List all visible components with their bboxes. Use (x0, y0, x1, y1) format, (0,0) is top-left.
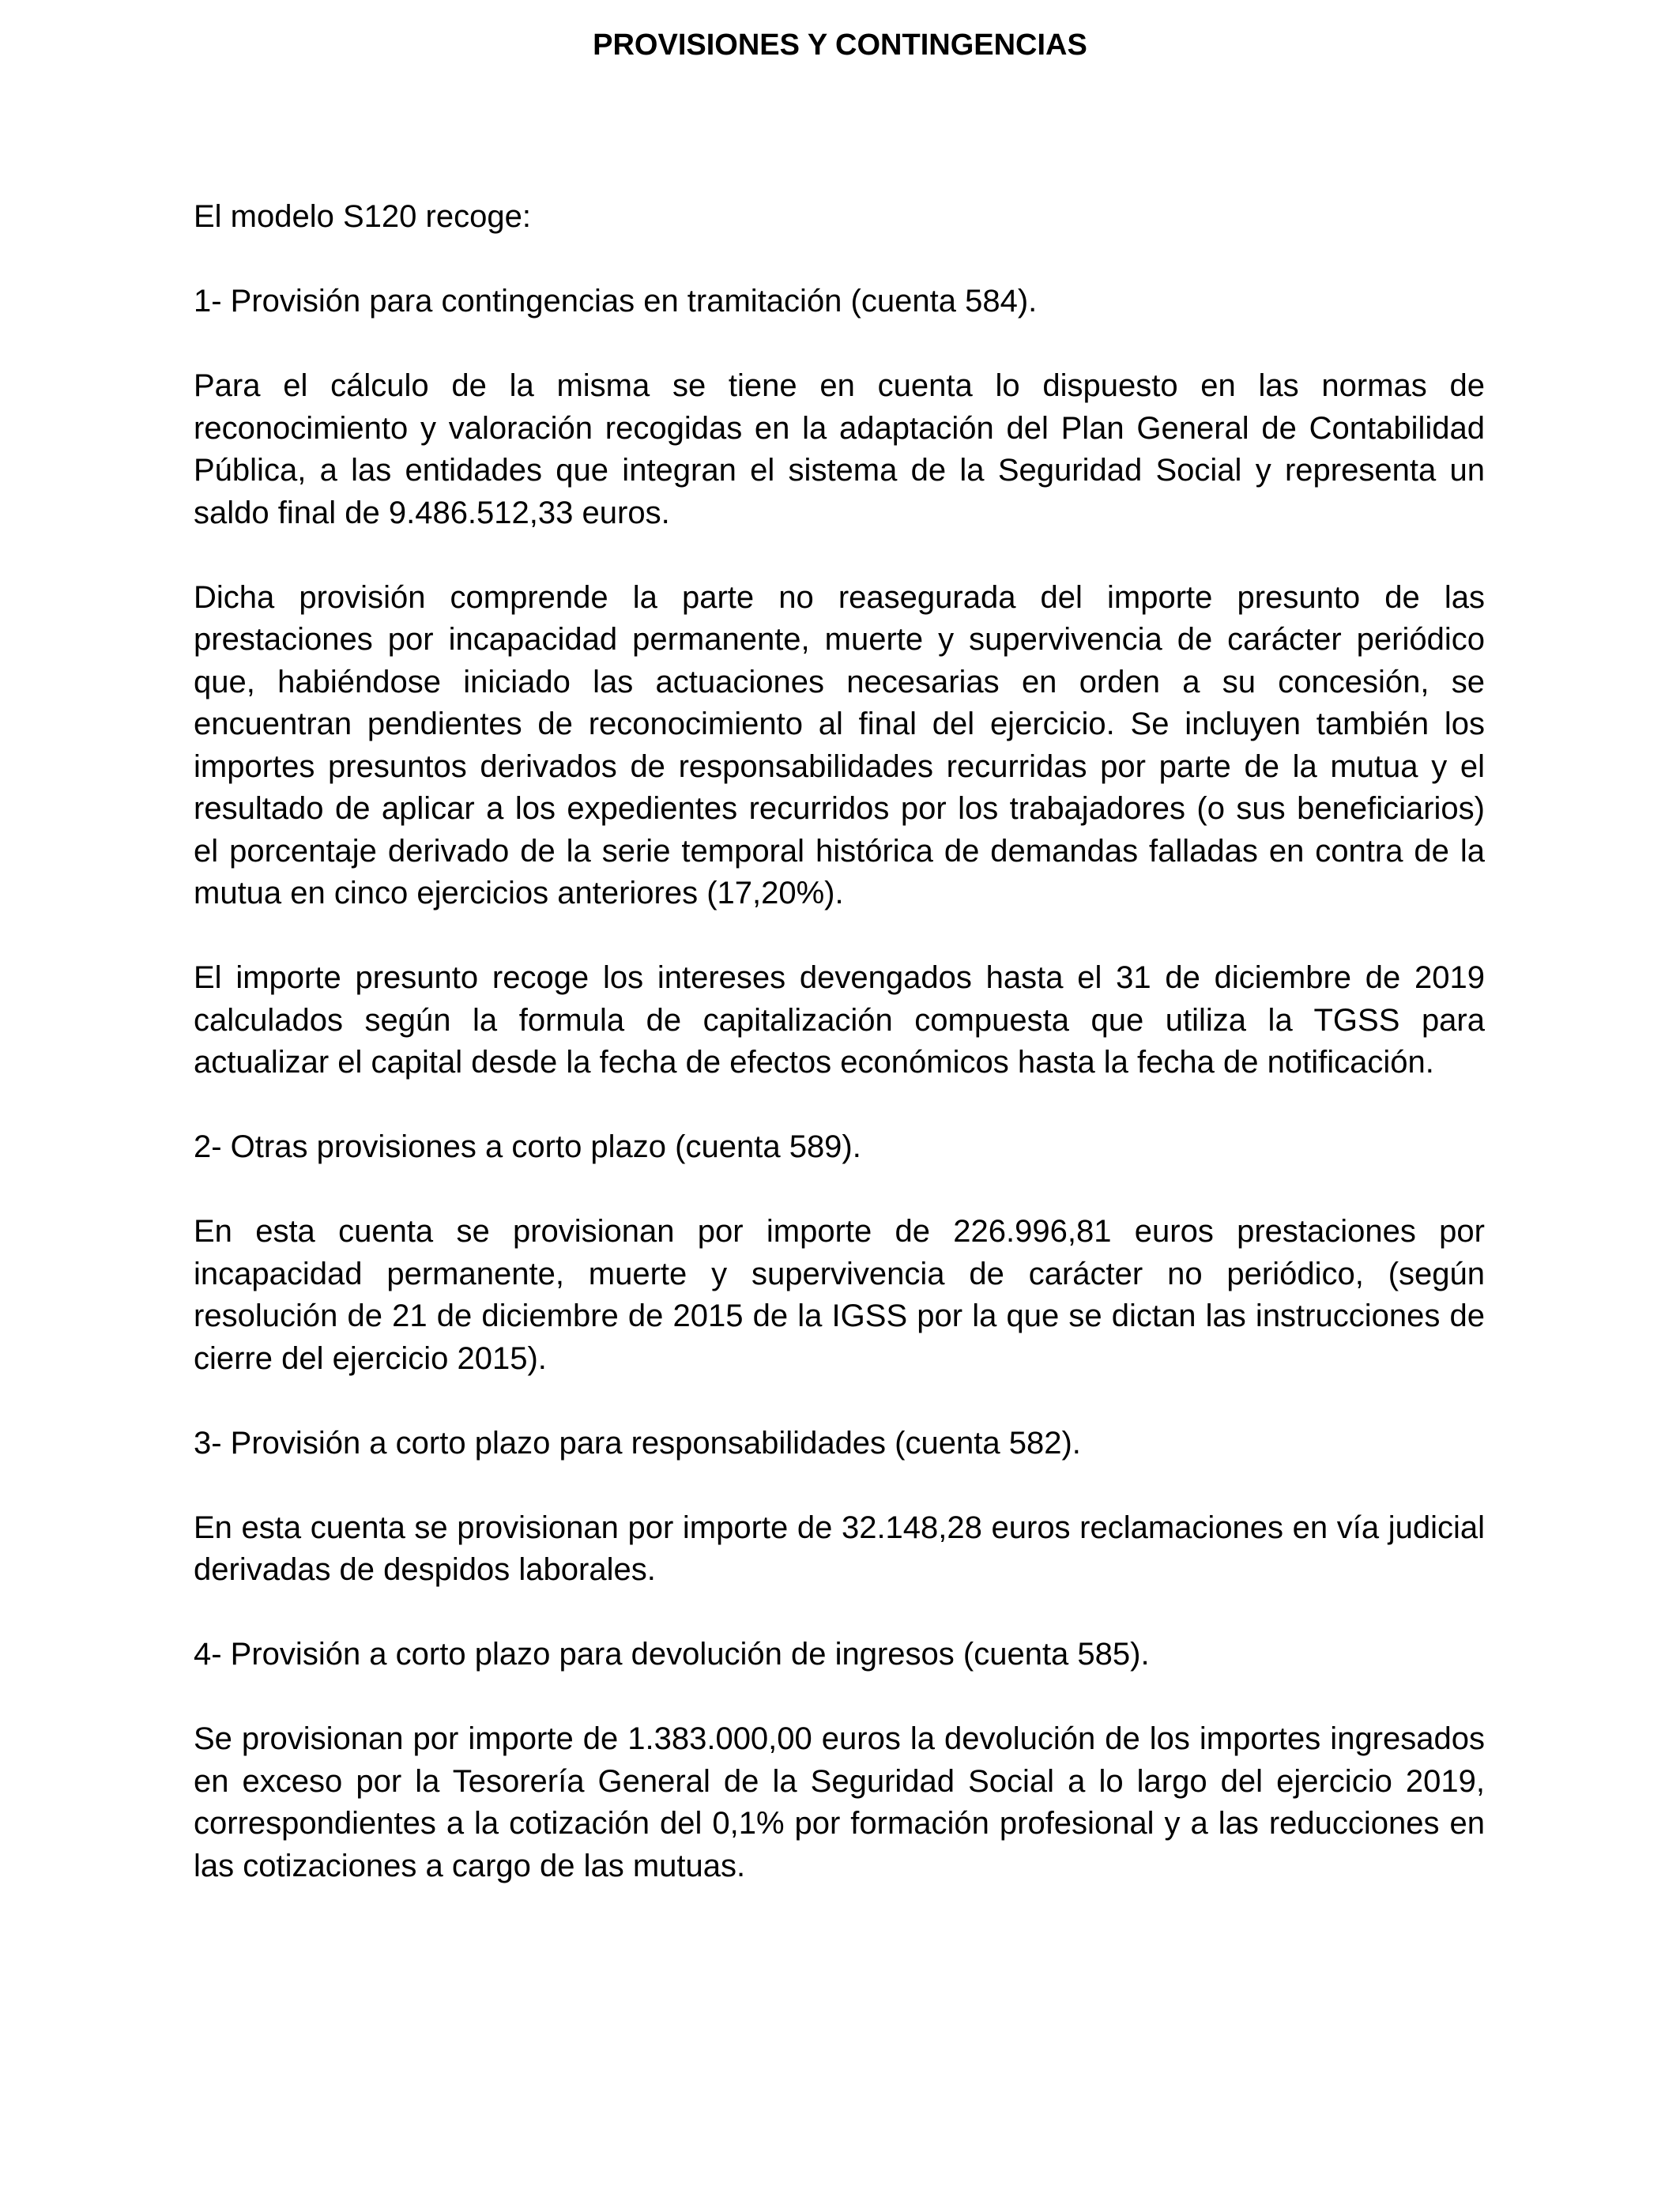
page-title: PROVISIONES Y CONTINGENCIAS (593, 28, 1087, 62)
document-body (194, 196, 1485, 1930)
body-paragraph: En esta cuenta se provisionan por importe de 32.148,28 euros reclamaciones en vía judicial derivadas de despidos laborales. (194, 1510, 1485, 1587)
section-heading-584: 1- Provisión para contingencias en tramitación (cuenta 584). (194, 284, 1038, 319)
body-paragraph: Se provisionan por importe de 1.383.000,00 euros la devolución de los importes ingresados en exceso por la Tesorería General de la Seguridad Social a lo largo del ejercicio 2019, correspondientes a la cotización del 0,1% por formación profesional y a las reducciones en las cotizaciones a cargo de las mutuas. (194, 1721, 1485, 1883)
body-paragraph: En esta cuenta se provisionan por importe de 226.996,81 euros prestaciones por incapacidad permanente, muerte y supervivencia de carácter no periódico, (según resolución de 21 de diciembre de 2015 de la IGSS por la que se dictan las instrucciones de cierre del ejercicio 2015). (194, 1214, 1485, 1376)
body-paragraph: Dicha provisión comprende la parte no reasegurada del importe presunto de las prestaciones por incapacidad permanente, muerte y supervivencia de carácter periódico que, habiéndose iniciado las actuaciones necesarias en orden a su concesión, se encuentran pendientes de reconocimiento al final del ejercicio. Se incluyen también los importes presuntos derivados de responsabilidades recurridas por parte de la mutua y el resultado de aplicar a los expedientes recurridos por los trabajadores (o sus beneficiarios) el porcentaje derivado de la serie temporal histórica de demandas falladas en contra de la mutua en cinco ejercicios anteriores (17,20%). (194, 579, 1485, 910)
section-heading-585: 4- Provisión a corto plazo para devolución de ingresos (cuenta 585). (194, 1637, 1150, 1672)
section-heading-582: 3- Provisión a corto plazo para responsabilidades (cuenta 582). (194, 1425, 1081, 1461)
section-heading-589: 2- Otras provisiones a corto plazo (cuenta 589). (194, 1129, 861, 1164)
body-paragraph: El importe presunto recoge los intereses devengados hasta el 31 de diciembre de 2019 calculados según la formula de capitalización compuesta que utiliza la TGSS para actualizar el capital desde la fecha de efectos económicos hasta la fecha de notificación. (194, 960, 1485, 1080)
intro-paragraph: El modelo S120 recoge: (194, 199, 531, 234)
body-paragraph: Para el cálculo de la misma se tiene en cuenta lo dispuesto en las normas de reconocimiento y valoración recogidas en la adaptación del Plan General de Contabilidad Pública, a las entidades que integran el sistema de la Seguridad Social y representa un saldo final de 9.486.512,33 euros. (194, 368, 1485, 530)
